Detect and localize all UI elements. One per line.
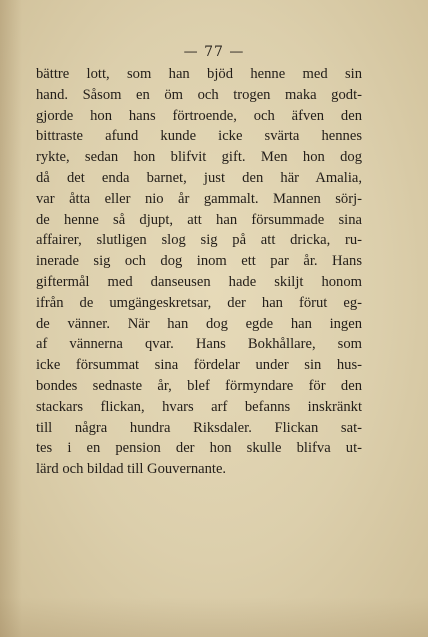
- text-line: till några hundra Riksdaler. Flickan sat-: [36, 419, 362, 436]
- text-line: stackars flickan, hvars arf befanns inskränkt: [36, 398, 362, 415]
- text-line: rykte, sedan hon blifvit gift. Men hon dog: [36, 149, 362, 166]
- page-number: — 77 —: [183, 44, 245, 60]
- text-line: bättre lott, som han bjöd henne med sin: [36, 66, 362, 82]
- body-text: [36, 64, 362, 480]
- text-line: inerade sig och dog inom ett par år. Hans: [36, 253, 362, 270]
- text-line: bondes sednaste år, blef förmyndare för den: [36, 377, 362, 394]
- text-line: affairer, slutligen slog sig på att dricka, ru-: [36, 232, 362, 249]
- text-line: gjorde hon hans förtroende, och äfven den: [36, 107, 362, 124]
- text-line: var åtta eller nio år gammalt. Mannen sörj-: [36, 190, 362, 207]
- text-line: ifrån de umgängeskretsar, der han förut eg-: [36, 294, 362, 311]
- text-line: icke försummat sina fördelar under sin hus-: [36, 357, 362, 374]
- text-line: tes i en pension der hon skulle blifva ut-: [36, 440, 362, 457]
- text-line: giftermål med danseusen hade skiljt honom: [36, 273, 362, 290]
- page-bottom-shading: [0, 597, 428, 637]
- text-line-last: lärd och bildad till Gouvernante.: [36, 461, 227, 478]
- text-line: då det enda barnet, just den här Amalia,: [36, 169, 362, 186]
- page-edge-shading: [0, 0, 22, 637]
- text-line: bittraste afund kunde icke svärta hennes: [36, 128, 362, 145]
- text-line: hand. Såsom en öm och trogen maka godt-: [36, 86, 362, 103]
- text-line: de henne så djupt, att han försummade sina: [36, 211, 362, 228]
- text-line: de vänner. När han dog egde han ingen: [36, 315, 362, 332]
- text-line: af vännerna qvar. Hans Bokhållare, som: [36, 336, 362, 353]
